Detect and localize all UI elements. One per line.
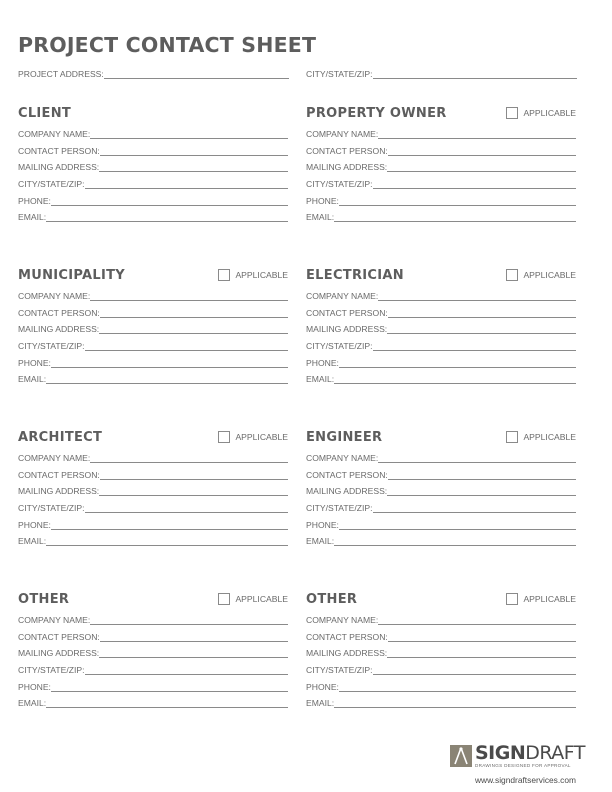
city-state-zip-label: CITY/STATE/ZIP: (306, 665, 373, 676)
email-field[interactable] (306, 697, 576, 709)
mailing-address-field[interactable] (306, 323, 576, 335)
company-name-field[interactable] (18, 452, 288, 464)
contact-person-line[interactable] (100, 155, 288, 156)
applicable-label: APPLICABLE (523, 108, 576, 118)
mailing-address-line[interactable] (387, 495, 576, 496)
section-other-left (18, 592, 288, 714)
company-name-line[interactable] (378, 300, 576, 301)
applicable-label: APPLICABLE (235, 432, 288, 442)
mailing-address-field[interactable] (18, 485, 288, 497)
mailing-address-label: MAILING ADDRESS: (18, 648, 100, 659)
phone-line[interactable] (51, 691, 288, 692)
applicable-checkbox[interactable] (506, 269, 518, 281)
brand-name (475, 742, 585, 764)
contact-person-label: CONTACT PERSON: (306, 631, 388, 642)
project-city-line[interactable] (373, 78, 577, 79)
applicable-checkbox[interactable] (506, 107, 518, 119)
applicable-toggle[interactable] (506, 593, 576, 605)
mailing-address-line[interactable] (387, 171, 576, 172)
company-name-line[interactable] (90, 138, 288, 139)
company-name-label: COMPANY NAME: (306, 129, 379, 139)
phone-field[interactable] (18, 519, 288, 531)
email-label: EMAIL: (306, 212, 335, 223)
city-state-zip-field[interactable] (18, 502, 288, 514)
section-title-municipality: MUNICIPALITY (18, 268, 125, 283)
applicable-label: APPLICABLE (235, 594, 288, 604)
email-field[interactable] (18, 373, 288, 385)
company-name-line[interactable] (378, 624, 576, 625)
phone-line[interactable] (339, 367, 576, 368)
section-title-engineer: ENGINEER (306, 430, 383, 445)
company-name-label: COMPANY NAME: (306, 453, 379, 463)
applicable-label: APPLICABLE (523, 432, 576, 442)
phone-field[interactable] (18, 681, 288, 693)
phone-label: PHONE: (306, 195, 339, 206)
contact-person-field[interactable] (306, 631, 576, 643)
section-client (18, 106, 288, 228)
brand-light: DRAFT (525, 742, 586, 764)
city-state-zip-line[interactable] (373, 674, 576, 675)
city-state-zip-line[interactable] (373, 512, 576, 513)
city-state-zip-field[interactable] (306, 178, 576, 190)
mailing-address-field[interactable] (306, 485, 576, 497)
contact-person-field[interactable] (306, 469, 576, 481)
section-property-owner (306, 106, 576, 228)
project-city-field[interactable] (306, 68, 577, 80)
contact-person-label: CONTACT PERSON: (18, 631, 100, 642)
phone-label: PHONE: (306, 357, 339, 368)
website-link[interactable]: www.signdraftservices.com (475, 775, 576, 785)
section-architect (18, 430, 288, 552)
phone-field[interactable] (18, 357, 288, 369)
contact-person-field[interactable] (18, 145, 288, 157)
city-state-zip-label: CITY/STATE/ZIP: (18, 665, 85, 676)
company-name-label: COMPANY NAME: (306, 291, 379, 301)
company-name-line[interactable] (90, 300, 288, 301)
city-state-zip-label: CITY/STATE/ZIP: (18, 179, 85, 190)
applicable-label: APPLICABLE (523, 270, 576, 280)
city-state-zip-line[interactable] (85, 512, 288, 513)
company-name-label: COMPANY NAME: (18, 129, 91, 139)
email-line[interactable] (334, 383, 576, 384)
mailing-address-line[interactable] (99, 657, 288, 658)
company-name-field[interactable] (306, 290, 576, 302)
phone-line[interactable] (339, 529, 576, 530)
phone-label: PHONE: (18, 357, 51, 368)
city-state-zip-line[interactable] (85, 188, 288, 189)
contact-person-field[interactable] (306, 145, 576, 157)
email-line[interactable] (334, 707, 576, 708)
city-state-zip-label: CITY/STATE/ZIP: (306, 503, 373, 514)
phone-label: PHONE: (18, 195, 51, 206)
mailing-address-line[interactable] (387, 657, 576, 658)
mailing-address-field[interactable] (18, 647, 288, 659)
applicable-label: APPLICABLE (523, 594, 576, 604)
company-name-field[interactable] (18, 614, 288, 626)
phone-label: PHONE: (306, 519, 339, 530)
city-state-zip-field[interactable] (306, 340, 576, 352)
email-field[interactable] (306, 211, 576, 223)
contact-person-field[interactable] (18, 307, 288, 319)
city-state-zip-label: CITY/STATE/ZIP: (306, 341, 373, 352)
company-name-field[interactable] (306, 128, 576, 140)
mailing-address-field[interactable] (18, 323, 288, 335)
section-title-electrician: ELECTRICIAN (306, 268, 404, 283)
applicable-checkbox[interactable] (218, 269, 230, 281)
city-state-zip-line[interactable] (85, 674, 288, 675)
section-title-architect: ARCHITECT (18, 430, 103, 445)
mailing-address-label: MAILING ADDRESS: (306, 324, 388, 335)
company-name-label: COMPANY NAME: (306, 615, 379, 625)
email-label: EMAIL: (306, 536, 335, 547)
applicable-toggle[interactable] (506, 431, 576, 443)
email-field[interactable] (306, 535, 576, 547)
email-label: EMAIL: (18, 374, 47, 385)
contact-person-label: CONTACT PERSON: (306, 145, 388, 156)
city-state-zip-line[interactable] (373, 188, 576, 189)
email-label: EMAIL: (306, 374, 335, 385)
city-state-zip-field[interactable] (18, 664, 288, 676)
section-title-other: OTHER (306, 592, 358, 607)
section-title-client: CLIENT (18, 106, 72, 121)
contact-person-line[interactable] (100, 317, 288, 318)
contact-person-field[interactable] (18, 469, 288, 481)
mailing-address-field[interactable] (306, 647, 576, 659)
contact-person-line[interactable] (100, 479, 288, 480)
city-state-zip-label: CITY/STATE/ZIP: (306, 179, 373, 190)
contact-person-label: CONTACT PERSON: (306, 307, 388, 318)
section-other-right (306, 592, 576, 714)
page-title: PROJECT CONTACT SHEET (18, 33, 317, 57)
applicable-checkbox[interactable] (218, 593, 230, 605)
project-address-field[interactable] (18, 68, 289, 80)
company-name-line[interactable] (378, 138, 576, 139)
city-state-zip-line[interactable] (85, 350, 288, 351)
mailing-address-label: MAILING ADDRESS: (18, 486, 100, 497)
city-state-zip-label: CITY/STATE/ZIP: (18, 341, 85, 352)
contact-person-line[interactable] (388, 479, 576, 480)
mailing-address-line[interactable] (99, 171, 288, 172)
email-field[interactable] (18, 211, 288, 223)
project-address-line[interactable] (104, 78, 289, 79)
mailing-address-label: MAILING ADDRESS: (18, 324, 100, 335)
company-name-line[interactable] (378, 462, 576, 463)
email-line[interactable] (334, 221, 576, 222)
contact-person-line[interactable] (388, 641, 576, 642)
mailing-address-line[interactable] (99, 495, 288, 496)
project-city-label: CITY/STATE/ZIP: (306, 69, 373, 79)
applicable-toggle[interactable] (506, 107, 576, 119)
phone-line[interactable] (51, 367, 288, 368)
mailing-address-label: MAILING ADDRESS: (306, 486, 388, 497)
email-label: EMAIL: (18, 698, 47, 709)
company-name-label: COMPANY NAME: (18, 615, 91, 625)
mailing-address-line[interactable] (99, 333, 288, 334)
phone-field[interactable] (306, 195, 576, 207)
city-state-zip-field[interactable] (306, 664, 576, 676)
mailing-address-label: MAILING ADDRESS: (306, 648, 388, 659)
brand-bold: SIGN (475, 742, 526, 764)
phone-label: PHONE: (18, 519, 51, 530)
email-line[interactable] (46, 221, 288, 222)
email-label: EMAIL: (18, 212, 47, 223)
drafting-compass-icon (450, 745, 472, 767)
applicable-toggle[interactable] (506, 269, 576, 281)
city-state-zip-field[interactable] (18, 340, 288, 352)
phone-label: PHONE: (18, 681, 51, 692)
section-title-property-owner: PROPERTY OWNER (306, 106, 447, 121)
city-state-zip-field[interactable] (18, 178, 288, 190)
email-line[interactable] (46, 707, 288, 708)
brand-tagline: DRAWINGS DESIGNED FOR APPROVAL (475, 763, 571, 768)
mailing-address-label: MAILING ADDRESS: (18, 162, 100, 173)
project-address-label: PROJECT ADDRESS: (18, 69, 104, 79)
applicable-toggle[interactable] (218, 431, 288, 443)
phone-field[interactable] (306, 357, 576, 369)
contact-person-label: CONTACT PERSON: (306, 469, 388, 480)
email-field[interactable] (18, 535, 288, 547)
city-state-zip-label: CITY/STATE/ZIP: (18, 503, 85, 514)
contact-person-line[interactable] (388, 155, 576, 156)
city-state-zip-line[interactable] (373, 350, 576, 351)
company-name-field[interactable] (306, 614, 576, 626)
section-municipality (18, 268, 288, 390)
contact-person-line[interactable] (100, 641, 288, 642)
applicable-checkbox[interactable] (218, 431, 230, 443)
phone-label: PHONE: (306, 681, 339, 692)
section-title-other: OTHER (18, 592, 70, 607)
section-engineer (306, 430, 576, 552)
mailing-address-field[interactable] (18, 161, 288, 173)
mailing-address-field[interactable] (306, 161, 576, 173)
contact-person-field[interactable] (306, 307, 576, 319)
email-label: EMAIL: (306, 698, 335, 709)
phone-field[interactable] (306, 681, 576, 693)
contact-person-field[interactable] (18, 631, 288, 643)
phone-line[interactable] (339, 691, 576, 692)
contact-person-line[interactable] (388, 317, 576, 318)
email-field[interactable] (306, 373, 576, 385)
phone-line[interactable] (339, 205, 576, 206)
mailing-address-line[interactable] (387, 333, 576, 334)
company-name-field[interactable] (18, 128, 288, 140)
email-line[interactable] (46, 545, 288, 546)
contact-person-label: CONTACT PERSON: (18, 469, 100, 480)
email-label: EMAIL: (18, 536, 47, 547)
applicable-checkbox[interactable] (506, 431, 518, 443)
email-line[interactable] (46, 383, 288, 384)
company-name-field[interactable] (18, 290, 288, 302)
applicable-toggle[interactable] (218, 593, 288, 605)
email-line[interactable] (334, 545, 576, 546)
mailing-address-label: MAILING ADDRESS: (306, 162, 388, 173)
company-name-line[interactable] (90, 462, 288, 463)
phone-line[interactable] (51, 205, 288, 206)
applicable-label: APPLICABLE (235, 270, 288, 280)
company-name-line[interactable] (90, 624, 288, 625)
contact-person-label: CONTACT PERSON: (18, 307, 100, 318)
company-name-label: COMPANY NAME: (18, 291, 91, 301)
phone-line[interactable] (51, 529, 288, 530)
company-name-label: COMPANY NAME: (18, 453, 91, 463)
email-field[interactable] (18, 697, 288, 709)
phone-field[interactable] (306, 519, 576, 531)
section-electrician (306, 268, 576, 390)
contact-person-label: CONTACT PERSON: (18, 145, 100, 156)
applicable-checkbox[interactable] (506, 593, 518, 605)
phone-field[interactable] (18, 195, 288, 207)
applicable-toggle[interactable] (218, 269, 288, 281)
company-name-field[interactable] (306, 452, 576, 464)
city-state-zip-field[interactable] (306, 502, 576, 514)
